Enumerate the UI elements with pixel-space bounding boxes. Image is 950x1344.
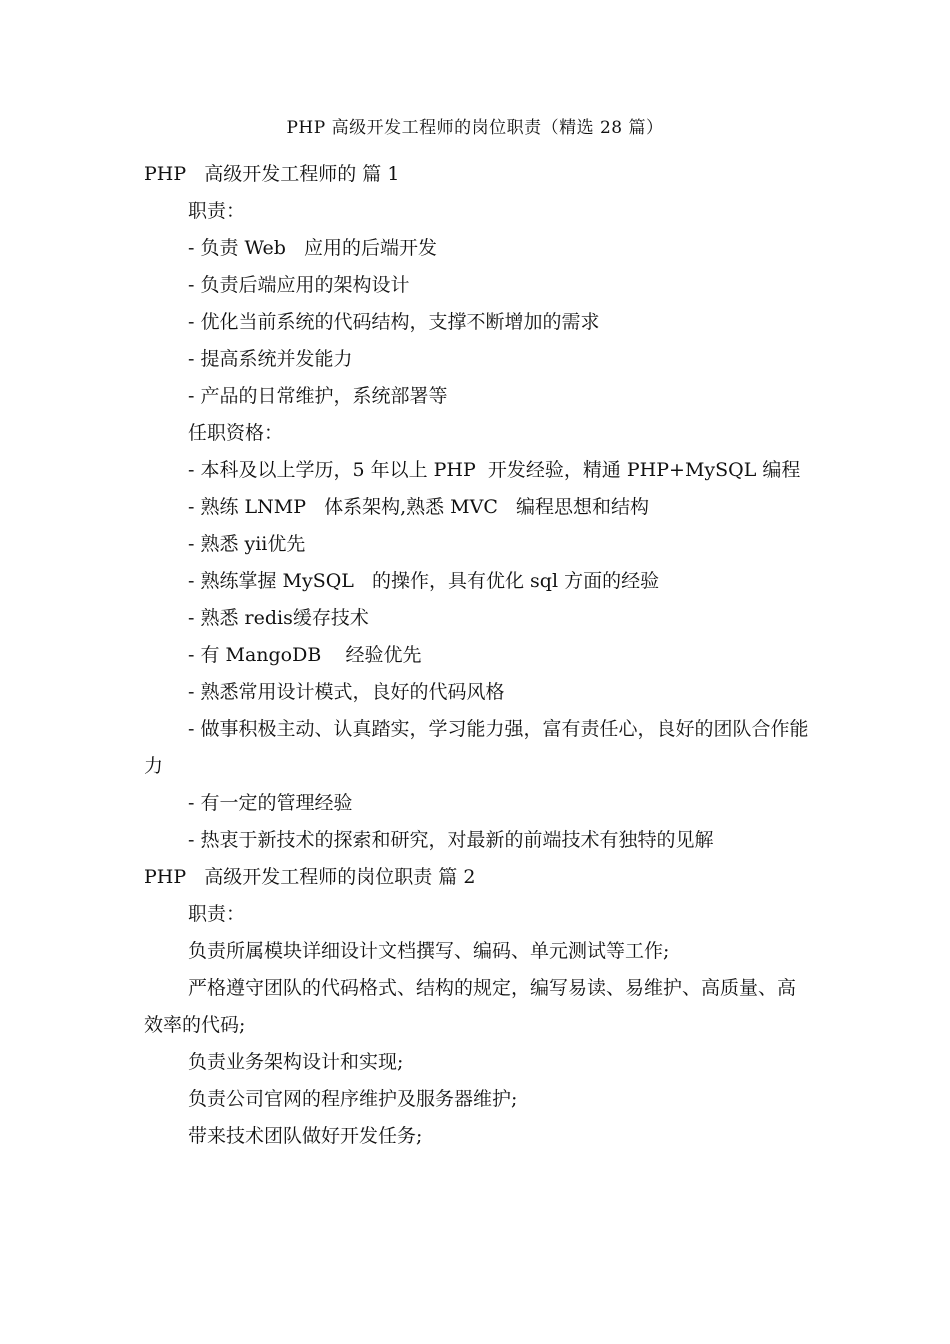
section-2-duty-item: 负责业务架构设计和实现; bbox=[188, 1051, 404, 1073]
section-1-qualification-item: - 熟悉 yii优先 bbox=[188, 533, 306, 555]
document-body bbox=[144, 156, 814, 1155]
section-1-duties-label: 职责： bbox=[188, 200, 246, 222]
section-1-qualification-item: - 熟练掌握 MySQL 的操作，具有优化 sql 方面的经验 bbox=[188, 570, 660, 592]
section-1-qualification-item: - 本科及以上学历，5 年以上 PHP 开发经验，精通 PHP+MySQL 编程 bbox=[188, 459, 801, 481]
document-title: PHP 高级开发工程师的岗位职责（精选 28 篇） bbox=[286, 118, 664, 138]
section-2-duty-item: 带来技术团队做好开发任务; bbox=[188, 1125, 423, 1147]
section-1-qualification-item: - 有 MangoDB 经验优先 bbox=[188, 644, 422, 666]
section-2-heading: PHP 高级开发工程师的岗位职责 篇 2 bbox=[144, 866, 476, 888]
section-1-qualification-item: - 做事积极主动、认真踏实，学习能力强，富有责任心，良好的团队合作能力 bbox=[144, 718, 809, 777]
section-1-qualification-item: - 热衷于新技术的探索和研究，对最新的前端技术有独特的见解 bbox=[188, 829, 714, 851]
section-1-qualification-item: - 熟悉 redis缓存技术 bbox=[188, 607, 369, 629]
section-1-duty-item: - 优化当前系统的代码结构，支撑不断增加的需求 bbox=[188, 311, 600, 333]
section-2-duty-item: 负责所属模块详细设计文档撰写、编码、单元测试等工作; bbox=[188, 940, 670, 962]
section-1-heading: PHP 高级开发工程师的 篇 1 bbox=[144, 163, 400, 185]
section-1-duty-item: - 负责 Web 应用的后端开发 bbox=[188, 237, 438, 259]
section-1-qualifications-label: 任职资格： bbox=[188, 422, 284, 444]
section-2-duties-label: 职责： bbox=[188, 903, 246, 925]
section-1-duty-item: - 产品的日常维护，系统部署等 bbox=[188, 385, 448, 407]
section-1-duty-item: - 负责后端应用的架构设计 bbox=[188, 274, 410, 296]
section-2-duty-item: 负责公司官网的程序维护及服务器维护; bbox=[188, 1088, 518, 1110]
section-1-qualification-item: - 熟练 LNMP 体系架构,熟悉 MVC 编程思想和结构 bbox=[188, 496, 650, 518]
section-1-qualification-item: - 有一定的管理经验 bbox=[188, 792, 353, 814]
section-2-duty-item: 严格遵守团队的代码格式、结构的规定，编写易读、易维护、高质量、高效率的代码; bbox=[144, 977, 797, 1036]
section-1-qualification-item: - 熟悉常用设计模式，良好的代码风格 bbox=[188, 681, 505, 703]
section-1-duty-item: - 提高系统并发能力 bbox=[188, 348, 353, 370]
